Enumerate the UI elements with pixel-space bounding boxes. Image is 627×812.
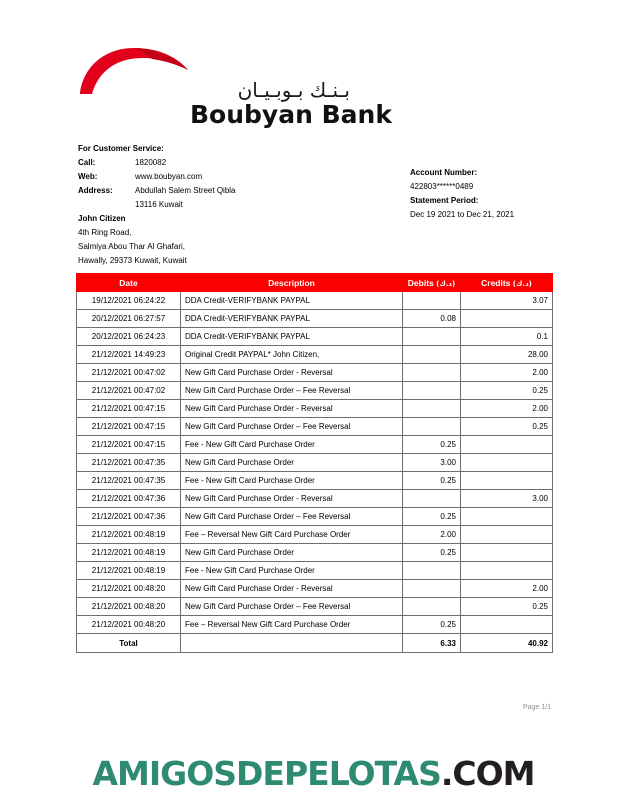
cell-date: 21/12/2021 00:48:19 (77, 544, 181, 562)
cell-debit (403, 562, 461, 580)
cell-description: DDA Credit-VERIFYBANK PAYPAL (181, 310, 403, 328)
cell-debit (403, 418, 461, 436)
cell-debit (403, 364, 461, 382)
cell-credit: 0.25 (461, 382, 553, 400)
call-label: Call: (78, 158, 96, 167)
cell-date: 21/12/2021 00:47:15 (77, 418, 181, 436)
table-row (77, 544, 553, 562)
cell-date: 20/12/2021 06:24:23 (77, 328, 181, 346)
cell-credit (461, 310, 553, 328)
cell-date: 21/12/2021 00:47:35 (77, 472, 181, 490)
table-row (77, 382, 553, 400)
watermark (0, 754, 627, 793)
table-row (77, 472, 553, 490)
cell-debit: 0.25 (403, 472, 461, 490)
cell-date: 21/12/2021 00:48:19 (77, 526, 181, 544)
table-row (77, 490, 553, 508)
table-row (77, 310, 553, 328)
cell-credit: 0.1 (461, 328, 553, 346)
column-header-date: Date (77, 274, 181, 292)
cell-credit (461, 508, 553, 526)
cell-credit: 0.25 (461, 418, 553, 436)
cell-credit (461, 562, 553, 580)
table-row (77, 598, 553, 616)
boubyan-swoosh-icon (78, 44, 190, 96)
cell-date: 21/12/2021 00:47:15 (77, 400, 181, 418)
bank-name-latin: Boubyan Bank (190, 100, 392, 129)
column-header-debits (403, 274, 461, 292)
credits-currency: (د.ك) (512, 279, 532, 288)
address-line-2: 13116 Kuwait (135, 200, 183, 209)
cell-description: Fee – Reversal New Gift Card Purchase Order (181, 526, 403, 544)
table-row (77, 292, 553, 310)
cell-description: Original Credit PAYPAL* John Citizen, (181, 346, 403, 364)
cell-description: DDA Credit-VERIFYBANK PAYPAL (181, 292, 403, 310)
cell-description: New Gift Card Purchase Order – Fee Reversal (181, 508, 403, 526)
page-number: Page 1/1 (522, 704, 551, 711)
web-label: Web: (78, 172, 98, 181)
cell-credit: 28.00 (461, 346, 553, 364)
cell-description: Fee – Reversal New Gift Card Purchase Order (181, 616, 403, 634)
table-header (77, 274, 553, 292)
table-row (77, 562, 553, 580)
cell-date: 19/12/2021 06:24:22 (77, 292, 181, 310)
cell-credit: 3.00 (461, 490, 553, 508)
cell-description: Fee - New Gift Card Purchase Order (181, 436, 403, 454)
cell-date: 21/12/2021 00:47:36 (77, 508, 181, 526)
cell-credit: 0.25 (461, 598, 553, 616)
cell-description: New Gift Card Purchase Order - Reversal (181, 400, 403, 418)
cell-credit (461, 544, 553, 562)
cell-description: DDA Credit-VERIFYBANK PAYPAL (181, 328, 403, 346)
table-body (77, 292, 553, 653)
cell-credit: 2.00 (461, 400, 553, 418)
column-header-credits (461, 274, 553, 292)
contact-row-web (78, 170, 236, 184)
cell-credit (461, 616, 553, 634)
cell-debit: 0.08 (403, 310, 461, 328)
table-row (77, 400, 553, 418)
cell-debit (403, 346, 461, 364)
cell-description: New Gift Card Purchase Order - Reversal (181, 364, 403, 382)
cell-credit (461, 472, 553, 490)
cell-description: New Gift Card Purchase Order – Fee Reversal (181, 598, 403, 616)
cell-date: 20/12/2021 06:27:57 (77, 310, 181, 328)
table-row (77, 616, 553, 634)
table-row (77, 436, 553, 454)
cell-debit: 0.25 (403, 544, 461, 562)
cell-date: 21/12/2021 00:48:20 (77, 598, 181, 616)
contact-row-address (78, 184, 236, 198)
cell-date: 21/12/2021 00:48:20 (77, 616, 181, 634)
column-header-description: Description (181, 274, 403, 292)
table-header-row (77, 274, 553, 292)
address-label: Address: (78, 186, 113, 195)
total-label: Total (77, 634, 181, 653)
watermark-suffix: .COM (440, 754, 535, 793)
cell-date: 21/12/2021 00:47:02 (77, 364, 181, 382)
cell-debit: 3.00 (403, 454, 461, 472)
cell-debit (403, 598, 461, 616)
cell-description: New Gift Card Purchase Order (181, 544, 403, 562)
customer-service-heading: For Customer Service: (78, 144, 164, 153)
debits-text: Debits (407, 277, 434, 288)
address-line-1: Abdullah Salem Street Qibla (135, 186, 236, 195)
debits-currency: (د.ك) (436, 279, 456, 288)
cell-debit (403, 580, 461, 598)
customer-service-block (78, 142, 236, 268)
cell-credit: 2.00 (461, 364, 553, 382)
contact-row-call (78, 156, 236, 170)
web-value: www.boubyan.com (135, 172, 203, 181)
cell-credit (461, 436, 553, 454)
call-value: 1820082 (135, 158, 167, 167)
cell-date: 21/12/2021 00:47:15 (77, 436, 181, 454)
cell-description: New Gift Card Purchase Order - Reversal (181, 490, 403, 508)
cell-debit (403, 328, 461, 346)
table-row (77, 364, 553, 382)
cell-description: Fee - New Gift Card Purchase Order (181, 472, 403, 490)
cell-date: 21/12/2021 00:47:36 (77, 490, 181, 508)
account-summary-block (410, 166, 514, 222)
cell-debit (403, 400, 461, 418)
customer-name: John Citizen (78, 214, 126, 223)
table-total-row (77, 634, 553, 653)
transactions-table (76, 273, 553, 653)
account-number-label: Account Number: (410, 168, 478, 177)
cell-description: New Gift Card Purchase Order – Fee Reversal (181, 382, 403, 400)
cell-description: New Gift Card Purchase Order – Fee Reversal (181, 418, 403, 436)
cell-debit: 0.25 (403, 616, 461, 634)
cell-debit (403, 382, 461, 400)
cell-description: Fee - New Gift Card Purchase Order (181, 562, 403, 580)
table-row (77, 418, 553, 436)
customer-address-line-1: 4th Ring Road, (78, 228, 132, 237)
cell-date: 21/12/2021 14:49:23 (77, 346, 181, 364)
cell-debit: 0.25 (403, 436, 461, 454)
cell-debit (403, 490, 461, 508)
statement-period-value: Dec 19 2021 to Dec 21, 2021 (410, 210, 515, 219)
cell-debit: 0.25 (403, 508, 461, 526)
customer-address-line-2: Salmiya Abou Thar Al Ghafari, (78, 242, 186, 251)
credits-text: Credits (481, 277, 511, 288)
total-description (181, 634, 403, 653)
table-row (77, 580, 553, 598)
bank-name-arabic: بـنـك بـوبـيـان (237, 78, 350, 102)
cell-description: New Gift Card Purchase Order - Reversal (181, 580, 403, 598)
table-row (77, 328, 553, 346)
cell-date: 21/12/2021 00:48:20 (77, 580, 181, 598)
account-number-value: 422803******0489 (410, 182, 474, 191)
watermark-primary: AMIGOSDEPELOTAS (92, 754, 441, 793)
total-credit: 40.92 (461, 634, 553, 653)
cell-credit (461, 454, 553, 472)
table-row (77, 508, 553, 526)
cell-date: 21/12/2021 00:47:02 (77, 382, 181, 400)
cell-credit: 3.07 (461, 292, 553, 310)
table-row (77, 454, 553, 472)
statement-period-label: Statement Period: (410, 196, 479, 205)
table-row (77, 526, 553, 544)
cell-debit: 2.00 (403, 526, 461, 544)
cell-date: 21/12/2021 00:47:35 (77, 454, 181, 472)
cell-description: New Gift Card Purchase Order (181, 454, 403, 472)
table-row (77, 346, 553, 364)
cell-credit (461, 526, 553, 544)
cell-debit (403, 292, 461, 310)
cell-date: 21/12/2021 00:48:19 (77, 562, 181, 580)
customer-address-line-3: Hawally, 29373 Kuwait, Kuwait (78, 256, 187, 265)
total-debit: 6.33 (403, 634, 461, 653)
cell-credit: 2.00 (461, 580, 553, 598)
